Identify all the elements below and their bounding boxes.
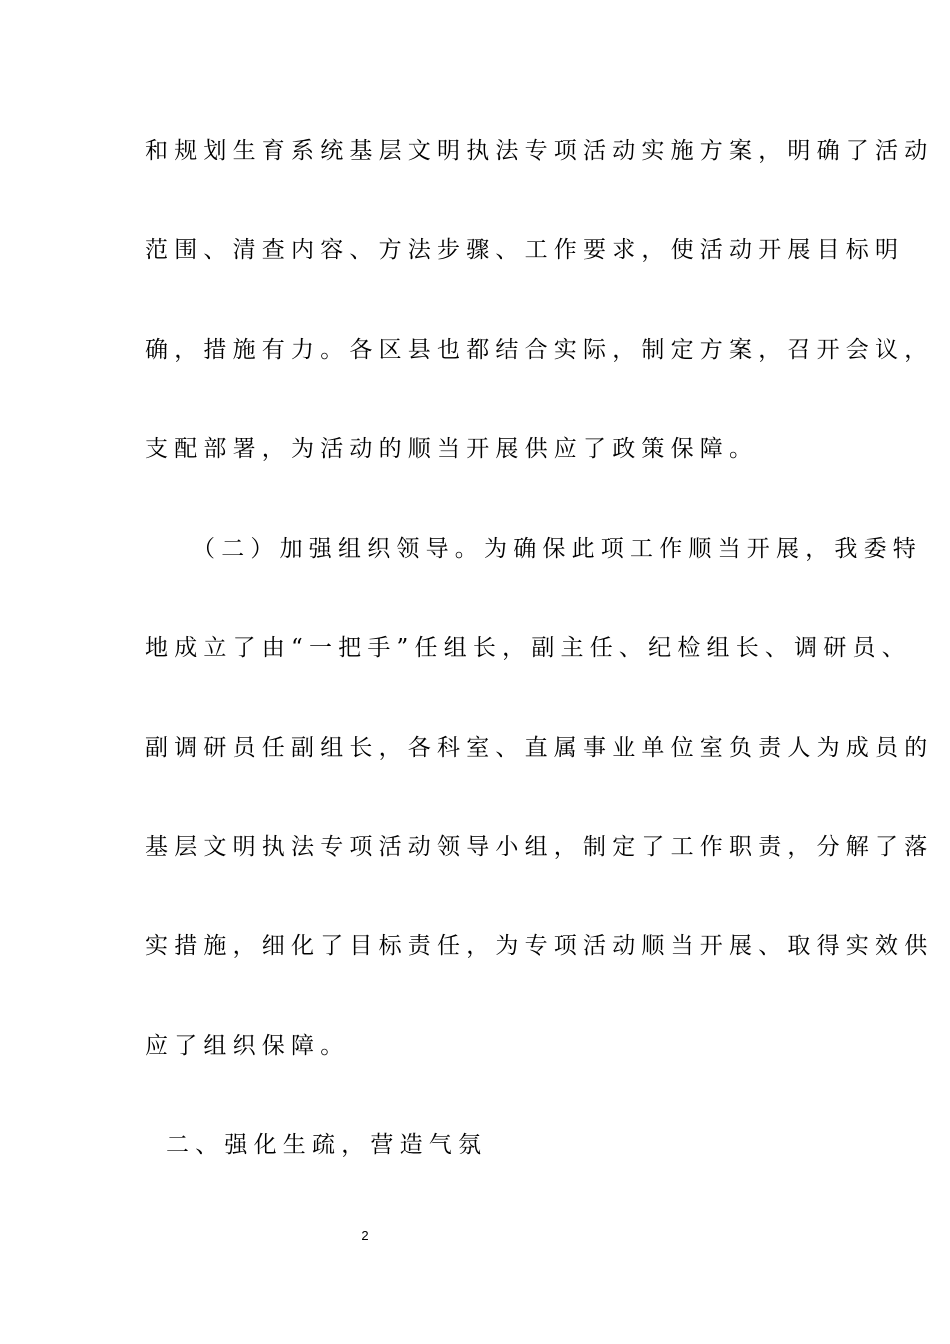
section-heading: 二、强化生疏，营造气氛 <box>166 1132 488 1158</box>
page-number: 2 <box>361 1228 369 1243</box>
body-text-line: 支配部署，为活动的顺当开展供应了政策保障。 <box>145 436 759 462</box>
section-paragraph-start: （二）加强组织领导。为确保此项工作顺当开展，我委特 <box>192 536 922 562</box>
body-text-line: 地成立了由“一把手”任组长，副主任、纪检组长、调研员、 <box>145 635 911 661</box>
body-text-line: 副调研员任副组长，各科室、直属事业单位室负责人为成员的 <box>145 735 934 761</box>
body-text-line: 实措施，细化了目标责任，为专项活动顺当开展、取得实效供 <box>145 933 934 959</box>
body-text-line: 基层文明执法专项活动领导小组，制定了工作职责，分解了落 <box>145 834 934 860</box>
body-text-line: 范围、清查内容、方法步骤、工作要求，使活动开展目标明 <box>145 237 905 263</box>
body-text-line: 和规划生育系统基层文明执法专项活动实施方案，明确了活动 <box>145 138 934 164</box>
body-text-line: 确，措施有力。各区县也都结合实际，制定方案，召开会议， <box>145 337 934 363</box>
body-text-line: 应了组织保障。 <box>145 1033 350 1059</box>
